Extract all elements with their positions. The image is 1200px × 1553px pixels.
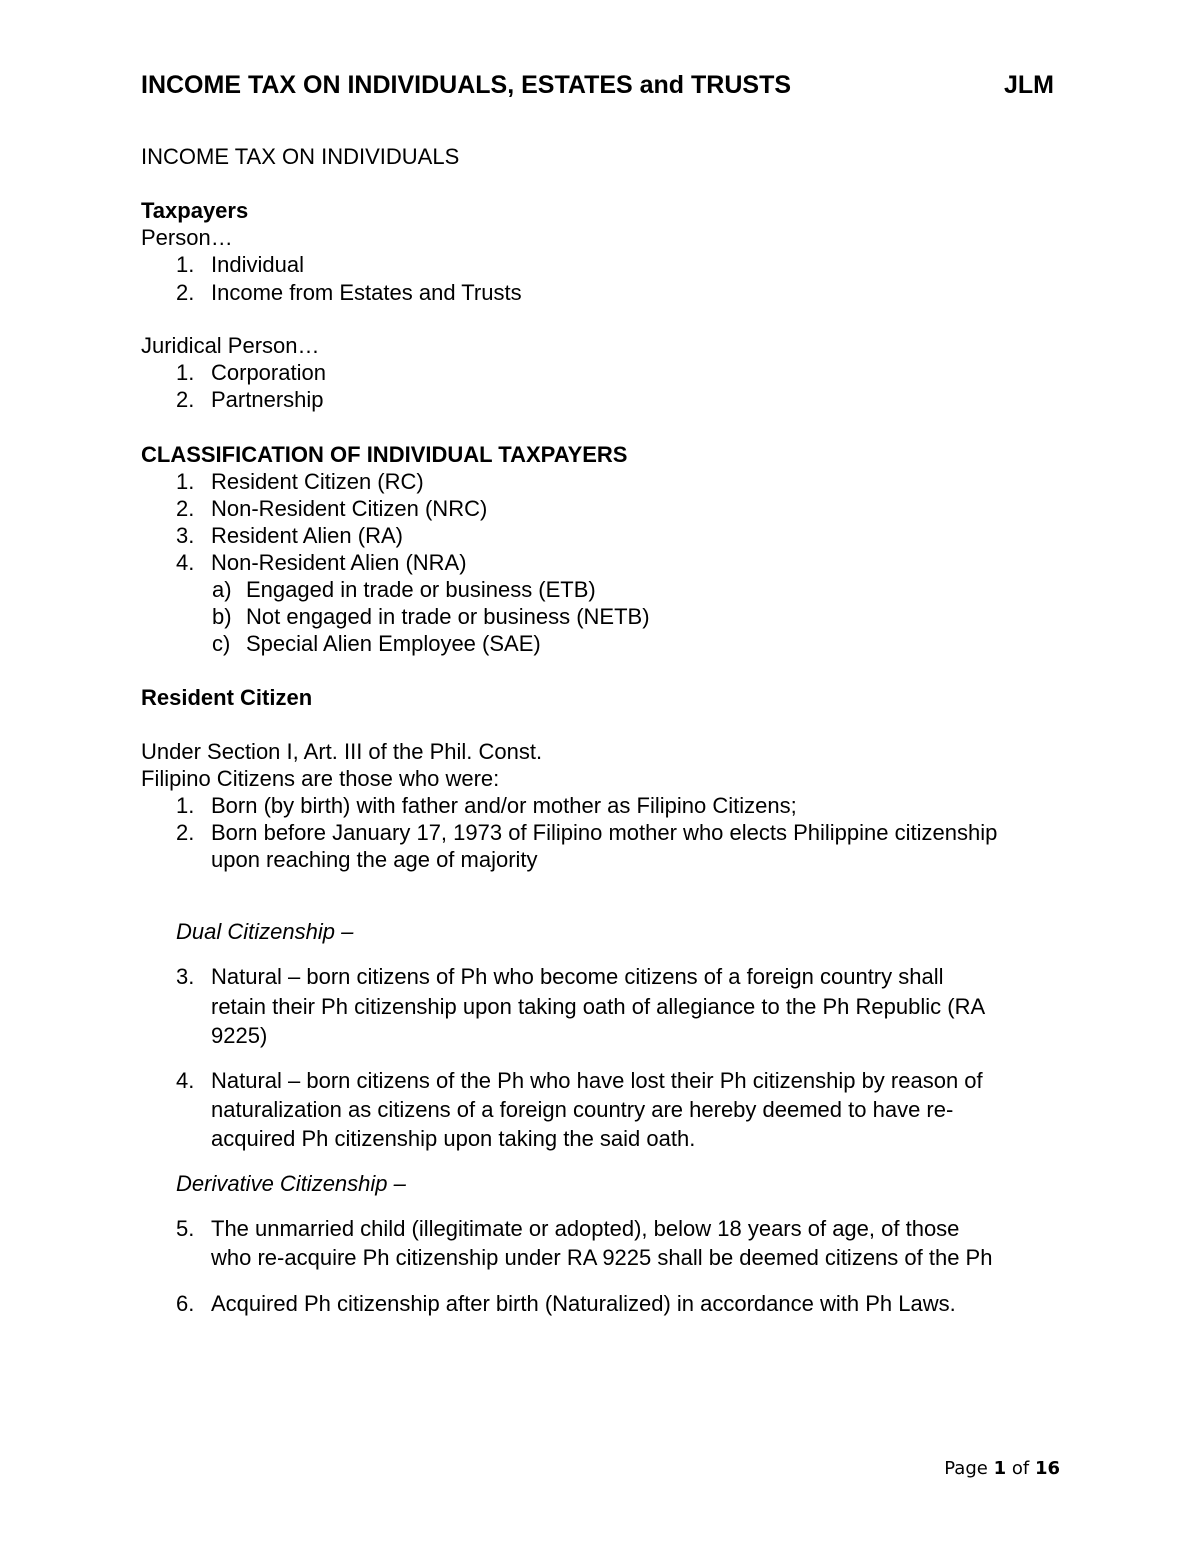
list-letter: a) xyxy=(212,577,232,602)
list-item: Non-Resident Alien (NRA) xyxy=(211,550,467,575)
derivative-citizenship-label: Derivative Citizenship – xyxy=(176,1171,406,1196)
of-word: of xyxy=(1011,1458,1030,1479)
paragraph-line: Filipino Citizens are those who were: xyxy=(141,766,500,791)
total-pages: 16 xyxy=(1034,1458,1060,1479)
list-item: Born (by birth) with father and/or mother as Filipino Citizens; xyxy=(211,793,797,818)
list-number: 1. xyxy=(176,793,195,818)
list-item: Born before January 17, 1973 of Filipino mother who elects Philippine citizenship xyxy=(211,820,998,845)
list-letter: c) xyxy=(212,631,231,656)
list-number: 1. xyxy=(176,469,195,494)
sub-list-item: Engaged in trade or business (ETB) xyxy=(246,577,596,602)
list-item: Non-Resident Citizen (NRC) xyxy=(211,496,488,521)
list-number: 2. xyxy=(176,280,195,305)
list-number: 5. xyxy=(176,1216,195,1241)
list-number: 4. xyxy=(176,550,195,575)
list-letter: b) xyxy=(212,604,232,629)
list-item: Partnership xyxy=(211,387,324,412)
list-item: Natural – born citizens of Ph who become citizens of a foreign country shall xyxy=(211,964,944,989)
list-item: Resident Citizen (RC) xyxy=(211,469,424,494)
juridical-label: Juridical Person… xyxy=(141,333,320,358)
list-item: Individual xyxy=(211,252,304,277)
person-label: Person… xyxy=(141,225,233,250)
list-number: 3. xyxy=(176,523,195,548)
list-item: Natural – born citizens of the Ph who have lost their Ph citizenship by reason of xyxy=(211,1068,983,1093)
resident-heading: Resident Citizen xyxy=(141,685,313,710)
list-item-continuation: naturalization as citizens of a foreign country are hereby deemed to have re- xyxy=(211,1097,954,1122)
list-item-continuation: who re-acquire Ph citizenship under RA 9225 shall be deemed citizens of the Ph xyxy=(211,1245,993,1270)
document-title: INCOME TAX ON INDIVIDUALS, ESTATES and TRUSTS xyxy=(141,71,792,99)
page-word: Page xyxy=(944,1458,988,1479)
sub-list-item: Special Alien Employee (SAE) xyxy=(246,631,541,656)
list-number: 4. xyxy=(176,1068,195,1093)
list-item-continuation: retain their Ph citizenship upon taking oath of allegiance to the Ph Republic (RA xyxy=(211,994,986,1019)
list-number: 3. xyxy=(176,964,195,989)
list-number: 6. xyxy=(176,1291,195,1316)
list-number: 2. xyxy=(176,820,195,845)
list-item: The unmarried child (illegitimate or adopted), below 18 years of age, of those xyxy=(211,1216,960,1241)
list-number: 2. xyxy=(176,496,195,521)
list-item-continuation: acquired Ph citizenship upon taking the said oath. xyxy=(211,1126,696,1151)
section-heading: INCOME TAX ON INDIVIDUALS xyxy=(141,144,460,169)
list-number: 1. xyxy=(176,360,195,385)
list-item: Income from Estates and Trusts xyxy=(211,280,522,305)
sub-list-item: Not engaged in trade or business (NETB) xyxy=(246,604,650,629)
list-number: 1. xyxy=(176,252,195,277)
author-initials: JLM xyxy=(1004,71,1054,99)
current-page: 1 xyxy=(993,1458,1007,1479)
page-number xyxy=(944,1458,1060,1479)
dual-citizenship-label: Dual Citizenship – xyxy=(176,919,354,944)
list-item: Corporation xyxy=(211,360,326,385)
list-item: Acquired Ph citizenship after birth (Naturalized) in accordance with Ph Laws. xyxy=(211,1291,956,1316)
list-number: 2. xyxy=(176,387,195,412)
list-item-continuation: 9225) xyxy=(211,1023,268,1048)
taxpayers-heading: Taxpayers xyxy=(141,198,249,223)
paragraph-line: Under Section I, Art. III of the Phil. Const. xyxy=(141,739,543,764)
classification-heading: CLASSIFICATION OF INDIVIDUAL TAXPAYERS xyxy=(141,442,628,467)
list-item: Resident Alien (RA) xyxy=(211,523,403,548)
list-item-continuation: upon reaching the age of majority xyxy=(211,847,538,872)
